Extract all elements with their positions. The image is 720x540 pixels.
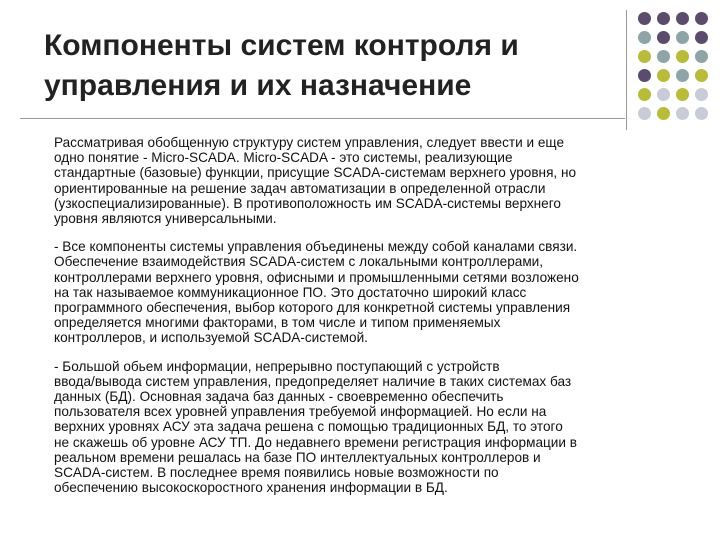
- decorative-dot: [657, 88, 670, 101]
- decorative-dot: [638, 107, 651, 120]
- decorative-dot-grid: [638, 12, 718, 122]
- decorative-dot: [657, 50, 670, 63]
- decorative-dot: [695, 31, 708, 44]
- decorative-dot: [695, 107, 708, 120]
- body-paragraph-3: - Большой обьем информации, непрерывно поступающий с устройств ввода/вывода систем управления, предопределяет наличие в таких системах баз данных (БД). Основная задача баз данных - своевременно обеспечить пользователя всех уровней управления требуемой информацией. Но если на верхних уровнях АСУ эта задача решена с помощью традиционных БД, то этого не скажешь об уровне АСУ ТП. До недавнего времени регистрация информации в реальном времени решалась на базе ПО интеллектуальных контроллеров и SCADA-систем. В последнее время появились новые возможности по обеспечению высокоскоростного хранения информации в БД.: [54, 358, 577, 496]
- decorative-dot: [695, 50, 708, 63]
- decorative-dot: [676, 69, 689, 82]
- slide-body: [54, 135, 674, 508]
- decorative-dot: [638, 88, 651, 101]
- decorative-dot: [638, 12, 651, 25]
- decorative-dot: [638, 69, 651, 82]
- body-paragraph-1: Рассматривая обобщенную структуру систем управления, следует ввести и еще одно понятие - Micro-SCADA. Micro-SCADA - это системы, реализующие стандартные (базовые) функции, присущие SCADA-системам верхнего уровня, но ориентированные на решение задач автоматизации в определенной отрасли (узкоспециализированные). В противоположность им SCADA-системы верхнего уровня являются универсальными.: [54, 135, 577, 227]
- decorative-dot: [638, 50, 651, 63]
- title-divider-horizontal: [20, 118, 625, 119]
- decorative-dot: [676, 88, 689, 101]
- decorative-dot: [676, 107, 689, 120]
- decorative-dot: [657, 107, 670, 120]
- decorative-dot: [657, 31, 670, 44]
- slide-title-line-1: Компоненты систем контроля и: [44, 29, 519, 62]
- decorative-dot: [676, 12, 689, 25]
- decorative-dot: [695, 12, 708, 25]
- decorative-dot: [676, 50, 689, 63]
- body-paragraph-2: - Все компоненты системы управления объединены между собой каналами связи. Обеспечение взаимодействия SCADA-систем с локальными контроллерами, контроллерами верхнего уровня, офисными и промышленными сетями возложено на так называемое коммуникационное ПО. Это достаточно широкий класс программного обеспечения, выбор которого для конкретной системы управления определяется многими факторами, в том числе и типом применяемых контроллеров, и используемой SCADA-системой.: [54, 239, 579, 346]
- decorative-dot: [676, 31, 689, 44]
- slide-title-line-2: управления и их назначение: [44, 69, 472, 102]
- decorative-dot: [657, 69, 670, 82]
- decorative-dot: [638, 31, 651, 44]
- title-divider-vertical: [626, 10, 627, 130]
- decorative-dot: [657, 12, 670, 25]
- slide-title: [44, 26, 614, 106]
- decorative-dot: [695, 69, 708, 82]
- decorative-dot: [695, 88, 708, 101]
